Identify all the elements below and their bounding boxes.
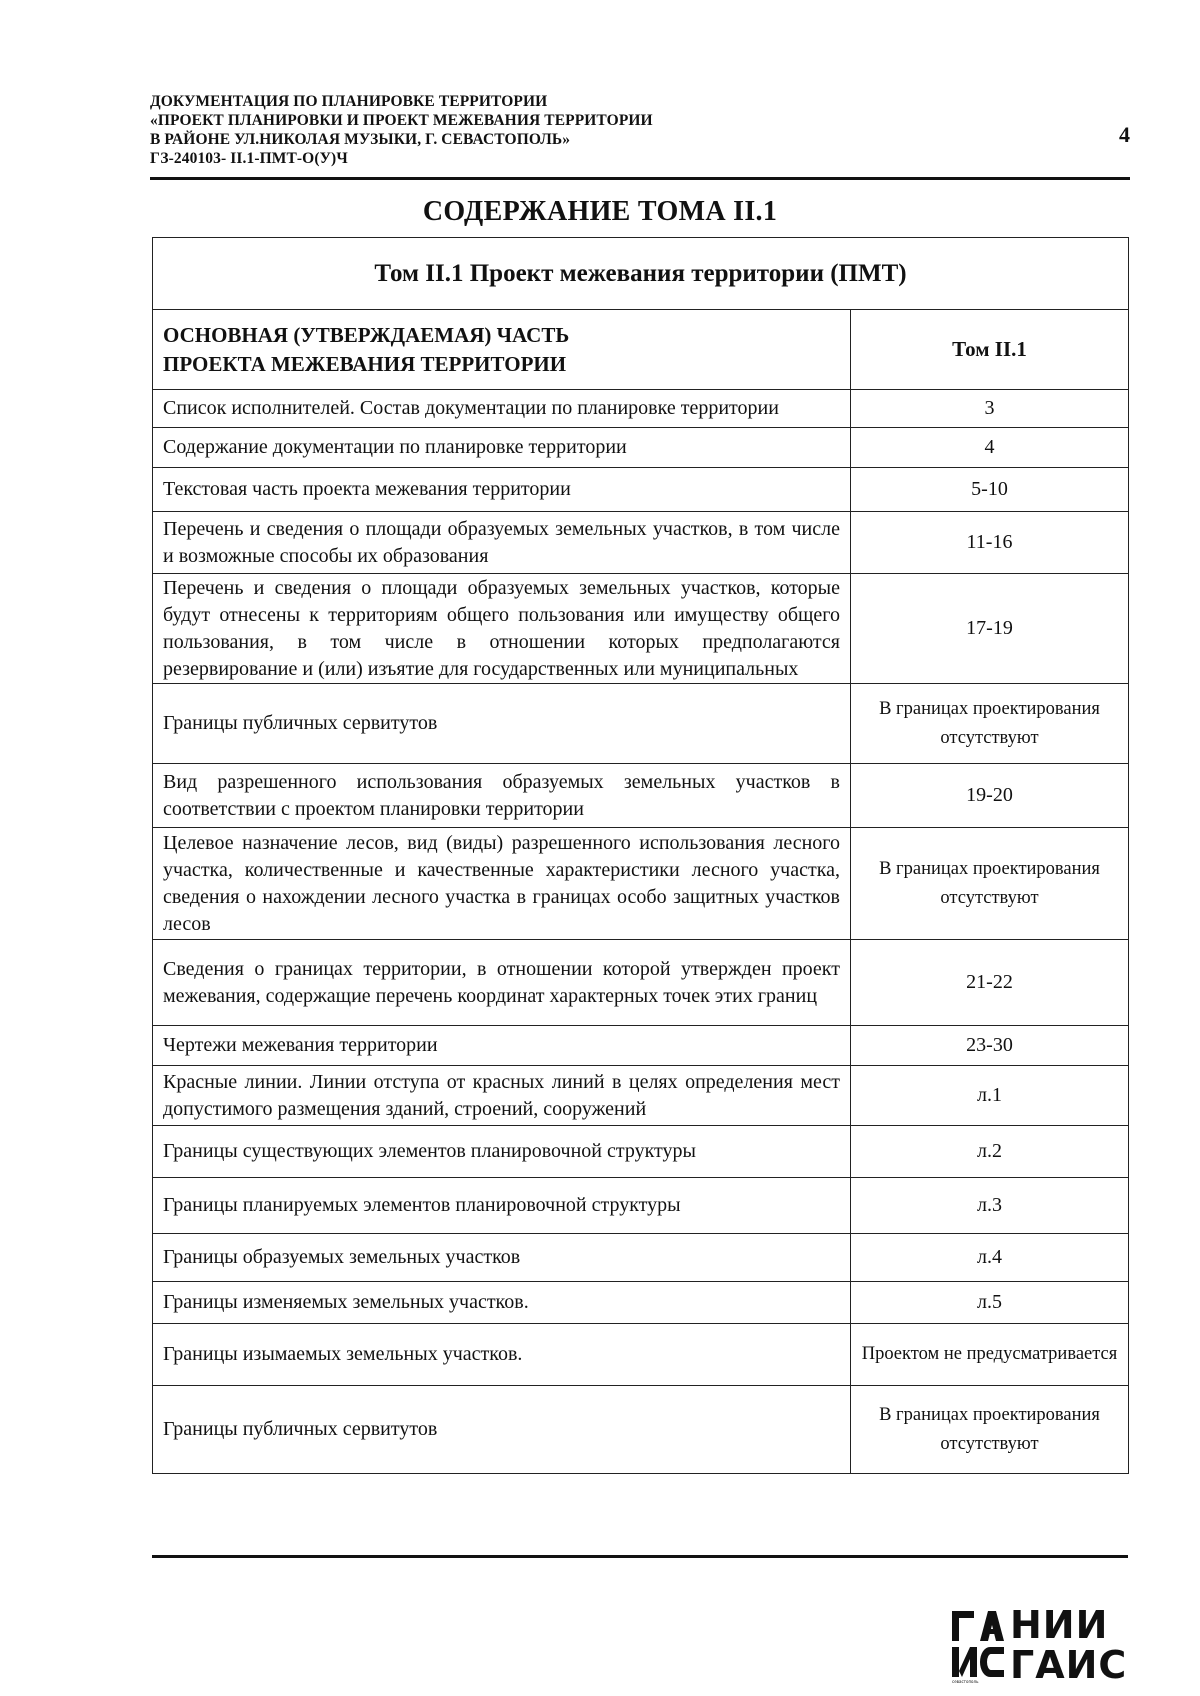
logo-text-line1: НИИ bbox=[1010, 1603, 1109, 1647]
table-row bbox=[153, 1066, 1129, 1126]
table-row bbox=[153, 468, 1129, 512]
row-pages: 5-10 bbox=[851, 468, 1129, 512]
main-part-row bbox=[153, 310, 1129, 390]
row-pages: л.4 bbox=[851, 1234, 1129, 1282]
table-row bbox=[153, 828, 1129, 940]
table-row bbox=[153, 1026, 1129, 1066]
row-title: Содержание документации по планировке территории bbox=[153, 428, 851, 468]
main-part-heading bbox=[153, 310, 851, 390]
header-line: ДОКУМЕНТАЦИЯ ПО ПЛАНИРОВКЕ ТЕРРИТОРИИ bbox=[150, 93, 548, 110]
volume-title-row bbox=[153, 238, 1129, 310]
header-line: В РАЙОНЕ УЛ.НИКОЛАЯ МУЗЫКИ, Г. СЕВАСТОПОЛЬ» bbox=[150, 131, 571, 148]
table-row bbox=[153, 574, 1129, 684]
row-pages: 19-20 bbox=[851, 764, 1129, 828]
row-pages: л.1 bbox=[851, 1066, 1129, 1126]
logo-mark-caption: севастополь bbox=[952, 1679, 979, 1684]
table-row bbox=[153, 428, 1129, 468]
row-title: Границы публичных сервитутов bbox=[153, 684, 851, 764]
row-pages: Проектом не предусматривается bbox=[851, 1324, 1129, 1386]
footer-divider bbox=[152, 1555, 1128, 1558]
main-part-line2: ПРОЕКТА МЕЖЕВАНИЯ ТЕРРИТОРИИ bbox=[163, 351, 567, 376]
row-title: Красные линии. Линии отступа от красных линий в целях определения мест допустимого размещения зданий, строений, сооружений bbox=[153, 1066, 851, 1126]
row-pages: 4 bbox=[851, 428, 1129, 468]
table-row bbox=[153, 1282, 1129, 1324]
header-line: «ПРОЕКТ ПЛАНИРОВКИ И ПРОЕКТ МЕЖЕВАНИЯ ТЕРРИТОРИИ bbox=[150, 112, 653, 129]
table-row bbox=[153, 390, 1129, 428]
row-title: Сведения о границах территории, в отношении которой утвержден проект межевания, содержащие перечень координат характерных точек этих границ bbox=[153, 940, 851, 1026]
document-header bbox=[150, 92, 1130, 168]
row-pages: В границах проектирования отсутствуют bbox=[851, 684, 1129, 764]
main-part-volume: Том II.1 bbox=[851, 310, 1129, 390]
contents-table bbox=[152, 237, 1129, 1474]
table-row bbox=[153, 512, 1129, 574]
page-title: СОДЕРЖАНИЕ ТОМА II.1 bbox=[422, 196, 778, 227]
header-line: ГЗ-240103- II.1-ПМТ-О(У)Ч bbox=[150, 150, 348, 167]
table-row bbox=[153, 1126, 1129, 1178]
row-title: Границы изменяемых земельных участков. bbox=[153, 1282, 851, 1324]
row-title: Список исполнителей. Состав документации по планировке территории bbox=[153, 390, 851, 428]
table-row bbox=[153, 1324, 1129, 1386]
row-title: Границы существующих элементов планировочной структуры bbox=[153, 1126, 851, 1178]
page-number: 4 bbox=[1119, 122, 1130, 147]
row-pages: 23-30 bbox=[851, 1026, 1129, 1066]
row-title: Текстовая часть проекта межевания территории bbox=[153, 468, 851, 512]
main-part-line1: ОСНОВНАЯ (УТВЕРЖДАЕМАЯ) ЧАСТЬ bbox=[163, 322, 570, 347]
table-row bbox=[153, 764, 1129, 828]
row-title: Границы публичных сервитутов bbox=[153, 1386, 851, 1474]
row-title: Границы планируемых элементов планировочной структуры bbox=[153, 1178, 851, 1234]
table-row bbox=[153, 1178, 1129, 1234]
table-row bbox=[153, 1386, 1129, 1474]
row-title: Границы образуемых земельных участков bbox=[153, 1234, 851, 1282]
row-pages: л.5 bbox=[851, 1282, 1129, 1324]
table-row bbox=[153, 940, 1129, 1026]
table-row bbox=[153, 1234, 1129, 1282]
row-title: Целевое назначение лесов, вид (виды) разрешенного использования лесного участка, количественные и качественные характеристики лесного участка, сведения о нахождении лесного участка в границах особо защитных участков лесов bbox=[153, 828, 851, 940]
row-title: Вид разрешенного использования образуемых земельных участков в соответствии с проектом планировки территории bbox=[153, 764, 851, 828]
row-title: Чертежи межевания территории bbox=[153, 1026, 851, 1066]
row-pages: В границах проектирования отсутствуют bbox=[851, 828, 1129, 940]
row-pages: 11-16 bbox=[851, 512, 1129, 574]
nii-gais-logo bbox=[950, 1603, 1128, 1687]
row-title: Перечень и сведения о площади образуемых земельных участков, которые будут отнесены к территориям общего пользования или имуществу общего пользования, в том числе в отношении которых предполагаются резервирование и (или) изъятие для государственных или муниципальных bbox=[153, 574, 851, 684]
row-pages: л.3 bbox=[851, 1178, 1129, 1234]
header-lines bbox=[150, 92, 1130, 168]
row-pages: 17-19 bbox=[851, 574, 1129, 684]
logo-text-line2: ГАИС bbox=[1010, 1643, 1128, 1687]
table-row bbox=[153, 684, 1129, 764]
header-divider bbox=[150, 177, 1130, 180]
row-pages: 3 bbox=[851, 390, 1129, 428]
row-pages: л.2 bbox=[851, 1126, 1129, 1178]
gais-mark-icon bbox=[950, 1607, 1008, 1681]
row-pages: В границах проектирования отсутствуют bbox=[851, 1386, 1129, 1474]
row-title: Границы изымаемых земельных участков. bbox=[153, 1324, 851, 1386]
volume-title: Том II.1 Проект межевания территории (ПМТ) bbox=[153, 238, 1129, 310]
row-title: Перечень и сведения о площади образуемых земельных участков, в том числе и возможные способы их образования bbox=[153, 512, 851, 574]
row-pages: 21-22 bbox=[851, 940, 1129, 1026]
